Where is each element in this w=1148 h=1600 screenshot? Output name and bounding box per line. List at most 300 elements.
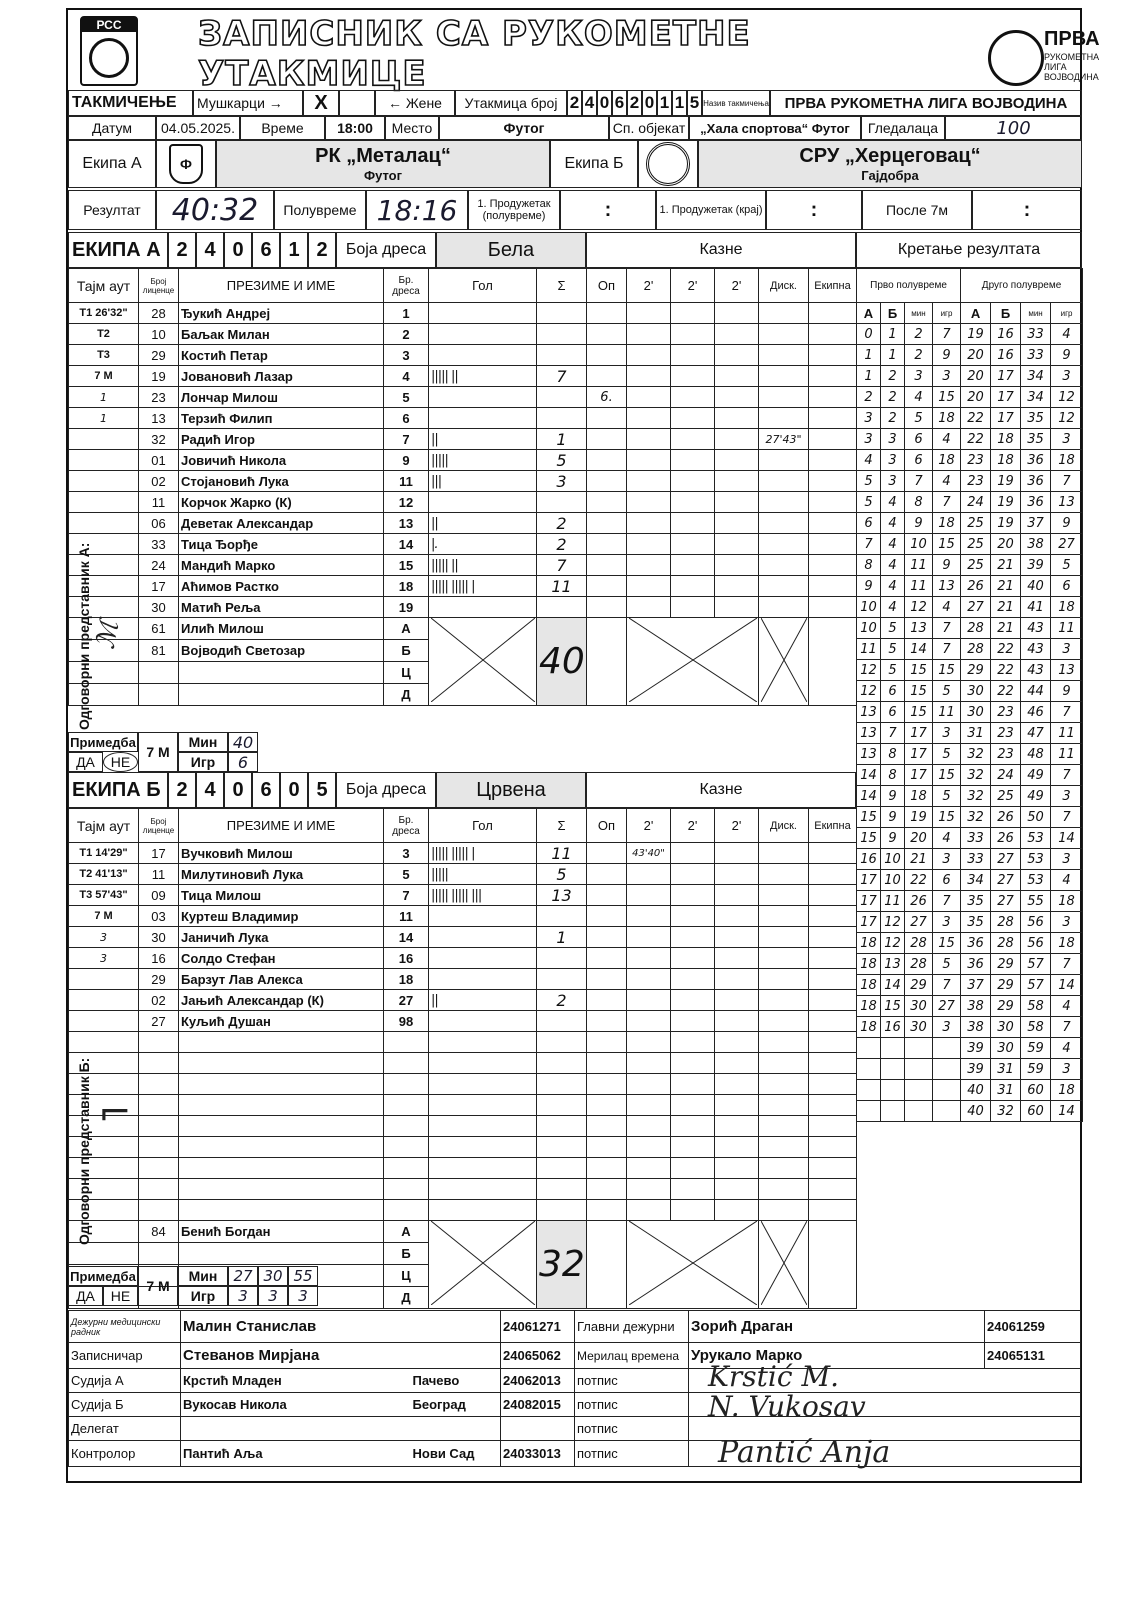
disqualification	[759, 408, 809, 429]
player-row	[69, 324, 857, 345]
crossed-box	[627, 618, 759, 706]
goal-sum: 2	[537, 534, 587, 555]
overtime-end-label: 1. Продужетак (крај)	[656, 190, 766, 230]
team-a-code	[168, 232, 336, 268]
two-min	[627, 1200, 671, 1221]
progress-cell: 3	[881, 450, 905, 471]
player-name: Ђукић Андреј	[179, 303, 384, 324]
time-value[interactable]: 18:00	[325, 116, 385, 140]
blank	[587, 1221, 627, 1309]
progress-cell	[881, 1101, 905, 1122]
progress-col: игр	[933, 303, 961, 324]
license-cell: 02	[139, 471, 179, 492]
progress-cell: 3	[933, 723, 961, 744]
code-digit: 0	[224, 772, 252, 808]
code-digit: 4	[196, 232, 224, 268]
progress-cell: 9	[857, 576, 881, 597]
progress-row	[857, 975, 1083, 996]
two-min	[627, 492, 671, 513]
progress-row	[857, 471, 1083, 492]
remark-label: Примедба	[68, 1266, 138, 1286]
official-name	[179, 1243, 384, 1265]
overtime-end-value[interactable]: :	[766, 190, 862, 230]
goal-sum	[537, 1053, 587, 1074]
progress-cell: 6	[857, 513, 881, 534]
code-digit: 5	[308, 772, 336, 808]
team-a-section-label: ЕКИПА А	[68, 232, 168, 268]
progress-cell: 55	[1021, 891, 1051, 912]
jersey-no	[384, 1116, 429, 1137]
player-name	[179, 1053, 384, 1074]
delegate-label: Делегат	[69, 1417, 181, 1441]
controller-city: Нови Сад	[411, 1441, 501, 1467]
player-row	[69, 1074, 857, 1095]
progress-cell: 4	[857, 450, 881, 471]
license-cell: 29	[139, 345, 179, 366]
progress-cell: 3	[933, 1017, 961, 1038]
license-cell: 11	[139, 492, 179, 513]
license-cell: 28	[139, 303, 179, 324]
progress-cell: 13	[857, 723, 881, 744]
two-min	[715, 1179, 759, 1200]
disqualification	[759, 969, 809, 990]
remark-no[interactable]: НЕ	[103, 752, 138, 772]
goal-sum	[537, 303, 587, 324]
progress-cell: 49	[1021, 786, 1051, 807]
spectators-value[interactable]: 100	[945, 116, 1082, 140]
goal-sum	[537, 969, 587, 990]
result-label: Резултат	[68, 190, 156, 230]
progress-cell: 14	[1051, 1101, 1083, 1122]
ref-a-name: Крстић Младен	[181, 1369, 411, 1393]
two-min	[715, 927, 759, 948]
progress-cell: 1	[881, 324, 905, 345]
progress-cell: 9	[1051, 345, 1083, 366]
team-penalty	[809, 1095, 857, 1116]
progress-cell: 32	[961, 786, 991, 807]
timeout-cell: T2 41'13"	[69, 864, 139, 885]
progress-cell: 11	[933, 702, 961, 723]
progress-cell: 7	[933, 618, 961, 639]
progress-cell: 4	[1051, 996, 1083, 1017]
two-min	[671, 927, 715, 948]
timeout-cell: T2	[69, 324, 139, 345]
timeout-cell: T1 26'32"	[69, 303, 139, 324]
progress-cell	[933, 1080, 961, 1101]
progress-cell	[857, 1059, 881, 1080]
two-min	[671, 534, 715, 555]
match-digit: 0	[642, 90, 657, 116]
warning	[587, 990, 627, 1011]
warning	[587, 1137, 627, 1158]
two-min	[715, 345, 759, 366]
progress-cell: 13	[881, 954, 905, 975]
player-name: Солдо Стефан	[179, 948, 384, 969]
two-min	[715, 387, 759, 408]
progress-cell: 18	[857, 975, 881, 996]
progress-cell: 20	[961, 366, 991, 387]
jersey-no: 5	[384, 864, 429, 885]
team-a-rep-label: Одговорни представник А:	[76, 542, 92, 730]
league-logo-title: ПРВА	[1044, 28, 1100, 50]
col-2min: 2'	[671, 809, 715, 843]
men-label: Мушкарци →	[193, 90, 303, 116]
progress-cell: 46	[1021, 702, 1051, 723]
controller-sign-label: потпис	[575, 1441, 689, 1467]
player-name: Терзић Филип	[179, 408, 384, 429]
progress-cell: 2	[881, 366, 905, 387]
progress-cell: 17	[991, 366, 1021, 387]
player-row	[69, 843, 857, 864]
disqualification	[759, 513, 809, 534]
progress-cell: 4	[933, 471, 961, 492]
two-min	[715, 576, 759, 597]
competition-name-label: Назив такмичења	[702, 90, 770, 116]
progress-cell: 15	[933, 660, 961, 681]
col-name: ПРЕЗИМЕ И ИМЕ	[179, 809, 384, 843]
progress-cell: 5	[933, 954, 961, 975]
team-b-city: Гајдобра	[861, 168, 919, 183]
progress-cell: 14	[857, 765, 881, 786]
team-penalty	[809, 1179, 857, 1200]
jersey-no: 7	[384, 885, 429, 906]
team-penalty	[809, 927, 857, 948]
footer-row-controller	[69, 1441, 1081, 1467]
progress-cell: 5	[933, 681, 961, 702]
team-b-penalties-label: Казне	[586, 772, 856, 808]
progress-cell: 40	[961, 1101, 991, 1122]
license-cell: 10	[139, 324, 179, 345]
seven-m-cell: 1	[69, 387, 139, 408]
progress-cell: 33	[961, 828, 991, 849]
remark-yes[interactable]: ДА	[68, 752, 103, 772]
official-role: А	[384, 1221, 429, 1243]
progress-cell: 36	[1021, 471, 1051, 492]
team-penalty	[809, 969, 857, 990]
progress-cell: 4	[1051, 1038, 1083, 1059]
medic-license: 24061271	[501, 1311, 575, 1343]
progress-cell: 6	[881, 681, 905, 702]
disqualification	[759, 885, 809, 906]
disqualification	[759, 1158, 809, 1179]
progress-cell: 10	[905, 534, 933, 555]
goal-tally: |||||	[429, 864, 537, 885]
license-cell	[139, 1243, 179, 1265]
goal-sum	[537, 408, 587, 429]
match-digit: 2	[567, 90, 582, 116]
code-digit: 6	[252, 232, 280, 268]
two-min	[715, 450, 759, 471]
warning	[587, 597, 627, 618]
halftime-value[interactable]: 18:16	[366, 190, 468, 230]
progress-cell: 4	[905, 387, 933, 408]
official-row	[69, 1221, 857, 1243]
goal-tally	[429, 1011, 537, 1032]
goal-sum: 11	[537, 576, 587, 597]
progress-row	[857, 597, 1083, 618]
player-row	[69, 1011, 857, 1032]
progress-row	[857, 933, 1083, 954]
team-penalty	[809, 345, 857, 366]
license-cell	[139, 1179, 179, 1200]
place-value[interactable]: Футог	[439, 116, 609, 140]
progress-cell: 35	[1021, 429, 1051, 450]
license-cell: 06	[139, 513, 179, 534]
progress-cell: 26	[991, 828, 1021, 849]
two-min	[715, 948, 759, 969]
progress-cell: 18	[1051, 891, 1083, 912]
warning	[587, 1116, 627, 1137]
progress-cell: 26	[961, 576, 991, 597]
chief-name: Зорић Драган	[689, 1311, 985, 1343]
crossed-box	[627, 1221, 759, 1309]
progress-cell: 25	[961, 534, 991, 555]
progress-cell: 5	[905, 408, 933, 429]
progress-cell: 36	[1021, 492, 1051, 513]
ref-b-city: Београд	[411, 1393, 501, 1417]
cross-icon	[761, 618, 807, 702]
two-min	[627, 408, 671, 429]
license-cell: 11	[139, 864, 179, 885]
player-row	[69, 597, 857, 618]
jersey-no: 1	[384, 303, 429, 324]
license-cell	[139, 1200, 179, 1221]
progress-cell: 29	[991, 975, 1021, 996]
venue-value[interactable]: „Хала спортова“ Футог	[689, 116, 861, 140]
team-a-header-row	[69, 269, 857, 303]
player-row	[69, 387, 857, 408]
progress-cell: 7	[1051, 807, 1083, 828]
after-7m-value[interactable]: :	[972, 190, 1082, 230]
progress-col: А	[961, 303, 991, 324]
progress-cell: 18	[933, 513, 961, 534]
two-min	[627, 969, 671, 990]
progress-cell: 5	[881, 660, 905, 681]
jersey-no	[384, 1095, 429, 1116]
warning	[587, 408, 627, 429]
team-a-jersey: Бела	[436, 232, 586, 268]
jersey-no: 3	[384, 345, 429, 366]
venue-label: Сп. објекат	[609, 116, 689, 140]
license-cell: 84	[139, 1221, 179, 1243]
disqualification	[759, 1137, 809, 1158]
overtime-half-value[interactable]: :	[560, 190, 656, 230]
progress-cell: 18	[857, 1017, 881, 1038]
disqualification	[759, 471, 809, 492]
progress-cell: 12	[881, 933, 905, 954]
warning	[587, 366, 627, 387]
progress-cell: 59	[1021, 1038, 1051, 1059]
col-goal: Гол	[429, 269, 537, 303]
progress-cell: 7	[881, 723, 905, 744]
license-cell: 17	[139, 843, 179, 864]
progress-cell: 9	[933, 345, 961, 366]
progress-cell: 31	[991, 1059, 1021, 1080]
progress-cell: 8	[881, 744, 905, 765]
progress-cell: 34	[961, 870, 991, 891]
official-name: Илић Милош	[179, 618, 384, 640]
col-sum: Σ	[537, 269, 587, 303]
progress-row	[857, 744, 1083, 765]
progress-cell: 26	[905, 891, 933, 912]
remark-yes[interactable]: ДА	[68, 1286, 103, 1306]
two-min	[627, 534, 671, 555]
player-name: Аћимов Растко	[179, 576, 384, 597]
warning	[587, 1095, 627, 1116]
two-min	[627, 513, 671, 534]
team-total: 40	[537, 618, 587, 706]
progress-cell: 30	[961, 702, 991, 723]
progress-row	[857, 366, 1083, 387]
progress-cell: 17	[905, 765, 933, 786]
progress-row	[857, 660, 1083, 681]
goal-sum	[537, 492, 587, 513]
disqualification: 27'43"	[759, 429, 809, 450]
disqualification	[759, 555, 809, 576]
progress-cell: 20	[961, 387, 991, 408]
progress-cell: 18	[1051, 597, 1083, 618]
team-a-remark	[68, 732, 428, 772]
jersey-no: 7	[384, 429, 429, 450]
progress-row	[857, 849, 1083, 870]
medic-label: Дежурни медицински радник	[69, 1311, 181, 1343]
chief-license: 24061259	[985, 1311, 1081, 1343]
player-name: Корчок Жарко (К)	[179, 492, 384, 513]
progress-cell: 34	[1021, 366, 1051, 387]
seven-m-label: 7 М	[138, 1266, 178, 1306]
two-min	[627, 1032, 671, 1053]
progress-cell: 19	[991, 471, 1021, 492]
progress-cell: 14	[1051, 975, 1083, 996]
warning	[587, 450, 627, 471]
progress-cell: 28	[905, 933, 933, 954]
ref-a-license: 24062013	[501, 1369, 575, 1393]
jersey-no	[384, 1074, 429, 1095]
progress-cell: 4	[933, 429, 961, 450]
progress-cell: 12	[857, 681, 881, 702]
progress-row	[857, 807, 1083, 828]
league-logo-sub: РУКОМЕТНА ЛИГА ВОЈВОДИНА	[1044, 52, 1100, 82]
progress-cell: 6	[905, 450, 933, 471]
progress-cell: 9	[1051, 513, 1083, 534]
official-name	[179, 684, 384, 706]
progress-cell: 18	[905, 786, 933, 807]
progress-col: Б	[881, 303, 905, 324]
disqualification	[759, 1032, 809, 1053]
team-a-jersey-label: Боја дреса	[336, 232, 436, 268]
two-min	[671, 1011, 715, 1032]
progress-label: Кретање резултата	[856, 232, 1082, 268]
player-name: Мандић Марко	[179, 555, 384, 576]
progress-cell: 21	[991, 576, 1021, 597]
two-min	[627, 906, 671, 927]
result-value[interactable]: 40:32	[156, 190, 274, 230]
progress-cell: 4	[881, 534, 905, 555]
disqualification	[759, 927, 809, 948]
seven-m-min: 30	[258, 1266, 288, 1286]
progress-cell: 32	[961, 765, 991, 786]
seven-m-cell	[69, 1032, 139, 1053]
goal-sum: 2	[537, 990, 587, 1011]
official-role: Б	[384, 640, 429, 662]
progress-cell	[933, 1038, 961, 1059]
two-min	[627, 1095, 671, 1116]
progress-cell: 10	[857, 597, 881, 618]
date-value[interactable]: 04.05.2025.	[156, 116, 240, 140]
player-name: Јовичић Никола	[179, 450, 384, 471]
two-min	[627, 1158, 671, 1179]
warning	[587, 1179, 627, 1200]
progress-cell	[881, 1080, 905, 1101]
goal-sum	[537, 1074, 587, 1095]
ref-a-city: Пачево	[411, 1369, 501, 1393]
goal-sum	[537, 1095, 587, 1116]
goal-tally	[429, 303, 537, 324]
progress-col: мин	[1021, 303, 1051, 324]
cross-icon	[431, 618, 535, 702]
disqualification	[759, 1095, 809, 1116]
progress-cell: 0	[857, 324, 881, 345]
progress-cell: 57	[1021, 954, 1051, 975]
progress-cell: 17	[991, 387, 1021, 408]
two-min	[627, 948, 671, 969]
goal-sum	[537, 948, 587, 969]
timer-license: 24065131	[985, 1343, 1081, 1369]
warning	[587, 1158, 627, 1179]
goal-tally	[429, 387, 537, 408]
progress-cell: 16	[991, 345, 1021, 366]
progress-cell	[857, 1038, 881, 1059]
progress-row	[857, 324, 1083, 345]
official-role: Б	[384, 1243, 429, 1265]
progress-cell: 22	[961, 408, 991, 429]
progress-cell: 22	[991, 660, 1021, 681]
license-cell: 32	[139, 429, 179, 450]
warning	[587, 555, 627, 576]
team-total: 32	[537, 1221, 587, 1309]
team-a-rep-signature: ℳ	[90, 618, 126, 652]
two-min	[671, 387, 715, 408]
player-row	[69, 1032, 857, 1053]
two-min	[671, 864, 715, 885]
warning	[587, 576, 627, 597]
code-digit: 2	[168, 772, 196, 808]
remark-no[interactable]: НЕ	[103, 1286, 138, 1306]
two-min	[671, 1179, 715, 1200]
disqualification	[759, 387, 809, 408]
team-a-player-table	[68, 268, 857, 706]
two-min	[671, 1074, 715, 1095]
progress-cell: 44	[1021, 681, 1051, 702]
progress-row	[857, 1017, 1083, 1038]
license-cell: 30	[139, 597, 179, 618]
progress-cell: 60	[1021, 1101, 1051, 1122]
progress-cell: 7	[1051, 954, 1083, 975]
team-penalty	[809, 1116, 857, 1137]
team-penalty	[809, 990, 857, 1011]
progress-cell: 59	[1021, 1059, 1051, 1080]
progress-cell: 21	[991, 597, 1021, 618]
men-mark[interactable]: X	[303, 90, 339, 116]
col-license: Број лиценце	[139, 269, 179, 303]
two-min	[671, 303, 715, 324]
player-name: Јањић Александар (К)	[179, 990, 384, 1011]
player-row	[69, 576, 857, 597]
two-min	[627, 1053, 671, 1074]
second-half-label: Друго полувреме	[961, 269, 1083, 303]
two-min	[671, 1053, 715, 1074]
goal-tally	[429, 1200, 537, 1221]
